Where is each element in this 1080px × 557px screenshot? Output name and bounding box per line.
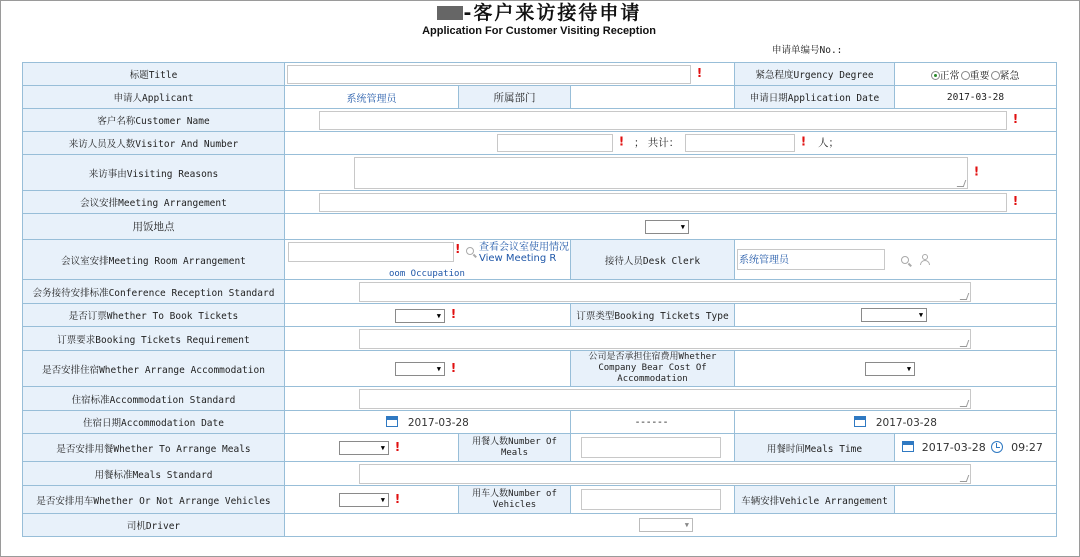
book-tickets-select[interactable]: ▼ bbox=[395, 309, 445, 323]
vehicle-num-label: 用车人数Number of Vehicles bbox=[459, 486, 571, 514]
accom-label: 是否安排住宿Whether Arrange Accommodation bbox=[23, 351, 285, 387]
accom-std-textarea[interactable] bbox=[359, 389, 971, 409]
required-icon: ! bbox=[618, 134, 625, 149]
title-label: 标题Title bbox=[23, 63, 285, 86]
meals-time-date[interactable]: 2017-03-28 bbox=[921, 441, 986, 454]
desk-clerk-label: 接待人员Desk Clerk bbox=[571, 240, 735, 280]
meeting-room-cell bbox=[285, 240, 571, 280]
meals-std-label: 用餐标准Meals Standard bbox=[23, 462, 285, 486]
view-meeting-room-link[interactable]: 查看会议室使用情况View Meeting R bbox=[479, 241, 569, 264]
accom-cost-select[interactable]: ▼ bbox=[865, 362, 915, 376]
row-meeting bbox=[23, 191, 1057, 214]
accom-date-sep-cell bbox=[571, 411, 735, 434]
visitor-names-input[interactable] bbox=[497, 134, 613, 152]
page-title bbox=[0, 1, 1078, 25]
dining-location-select[interactable]: ▼ bbox=[645, 220, 689, 234]
meeting-room-input[interactable] bbox=[288, 242, 454, 262]
calendar-icon[interactable] bbox=[902, 441, 914, 452]
vehicle-arr-label: 车辆安排Vehicle Arrangement bbox=[735, 486, 895, 514]
accom-cell bbox=[285, 351, 571, 387]
accom-select[interactable]: ▼ bbox=[395, 362, 445, 376]
search-icon[interactable] bbox=[901, 256, 909, 264]
urgency-option-normal: 正常 bbox=[939, 70, 960, 82]
vehicle-num-input[interactable] bbox=[581, 489, 721, 510]
row-conf-std bbox=[23, 280, 1057, 304]
meals-select[interactable]: ▼ bbox=[339, 441, 389, 455]
conf-std-label: 会务接待安排标准Conference Reception Standard bbox=[23, 280, 285, 304]
driver-select[interactable]: ▼ bbox=[639, 518, 693, 532]
vehicle-arr-cell[interactable] bbox=[895, 486, 1057, 514]
person-unit: 人； bbox=[817, 136, 839, 149]
title-cell bbox=[285, 63, 735, 86]
row-visitor bbox=[23, 132, 1057, 155]
apply-date-label: 申请日期Application Date bbox=[735, 86, 895, 109]
visitor-cell bbox=[285, 132, 1057, 155]
accom-date-to: 2017-03-28 bbox=[875, 416, 937, 429]
meeting-room-label: 会议室安排Meeting Room Arrangement bbox=[23, 240, 285, 280]
view-meeting-room-link-cont[interactable]: oom Occupation bbox=[389, 268, 465, 279]
vehicle-num-cell bbox=[571, 486, 735, 514]
meals-label: 是否安排用餐Whether To Arrange Meals bbox=[23, 434, 285, 462]
required-icon: ! bbox=[450, 360, 457, 375]
row-accom-std bbox=[23, 387, 1057, 411]
row-applicant bbox=[23, 86, 1057, 109]
dept-label: 所属部门 bbox=[459, 86, 571, 109]
row-visit-reason bbox=[23, 155, 1057, 191]
accom-std-cell bbox=[285, 387, 1057, 411]
required-icon: ! bbox=[394, 439, 401, 454]
urgency-radio-urgent[interactable] bbox=[991, 71, 1000, 80]
visit-reason-cell bbox=[285, 155, 1057, 191]
row-book-tickets bbox=[23, 304, 1057, 327]
page-title-text: -客户来访接待申请 bbox=[463, 2, 642, 24]
dept-value bbox=[571, 86, 735, 109]
meals-num-cell bbox=[571, 434, 735, 462]
required-icon: ! bbox=[696, 65, 703, 80]
row-driver bbox=[23, 514, 1057, 537]
book-tickets-label: 是否订票Whether To Book Tickets bbox=[23, 304, 285, 327]
doc-number-label: 申请单编号No.: bbox=[772, 45, 843, 56]
clock-icon[interactable] bbox=[991, 441, 1003, 453]
urgency-label: 紧急程度Urgency Degree bbox=[735, 63, 895, 86]
row-accom-date bbox=[23, 411, 1057, 434]
visit-reason-textarea[interactable] bbox=[354, 157, 968, 189]
required-icon: ! bbox=[800, 134, 807, 149]
driver-cell bbox=[285, 514, 1057, 537]
urgency-cell bbox=[895, 63, 1057, 86]
meals-time-label: 用餐时间Meals Time bbox=[735, 434, 895, 462]
vehicles-select[interactable]: ▼ bbox=[339, 493, 389, 507]
applicant-cell bbox=[285, 86, 459, 109]
company-logo bbox=[437, 6, 463, 20]
applicant-label: 申请人Applicant bbox=[23, 86, 285, 109]
ticket-req-textarea[interactable] bbox=[359, 329, 971, 349]
apply-date-value: 2017-03-28 bbox=[895, 86, 1057, 109]
meals-time-clock[interactable]: 09:27 bbox=[1011, 441, 1043, 454]
meals-num-input[interactable] bbox=[581, 437, 721, 458]
page-subtitle: Application For Customer Visiting Reception bbox=[422, 25, 656, 37]
urgency-radio-important[interactable] bbox=[961, 71, 970, 80]
driver-label: 司机Driver bbox=[23, 514, 285, 537]
dining-label: 用饭地点 bbox=[23, 214, 285, 240]
meals-num-label: 用餐人数Number Of Meals bbox=[459, 434, 571, 462]
required-icon: ! bbox=[450, 307, 457, 322]
ticket-type-cell bbox=[735, 304, 1057, 327]
ticket-type-label: 订票类型Booking Tickets Type bbox=[571, 304, 735, 327]
customer-cell bbox=[285, 109, 1057, 132]
visit-reason-label: 来访事由Visiting Reasons bbox=[23, 155, 285, 191]
row-meals bbox=[23, 434, 1057, 462]
accom-date-label: 住宿日期Accommodation Date bbox=[23, 411, 285, 434]
meals-std-cell bbox=[285, 462, 1057, 486]
user-icon[interactable] bbox=[920, 254, 930, 265]
row-meals-std bbox=[23, 462, 1057, 486]
meeting-cell bbox=[285, 191, 1057, 214]
conf-std-textarea[interactable] bbox=[359, 282, 971, 302]
applicant-value[interactable]: 系统管理员 bbox=[346, 93, 397, 105]
urgency-option-urgent: 紧急 bbox=[999, 70, 1020, 82]
required-icon: ! bbox=[1012, 193, 1019, 208]
vehicles-label: 是否安排用车Whether Or Not Arrange Vehicles bbox=[23, 486, 285, 514]
row-customer bbox=[23, 109, 1057, 132]
visitor-count-input[interactable] bbox=[685, 134, 795, 152]
accom-cost-cell bbox=[735, 351, 1057, 387]
required-icon: ! bbox=[973, 164, 980, 178]
ticket-type-select[interactable]: ▼ bbox=[861, 308, 927, 322]
accom-date-from-cell[interactable] bbox=[285, 411, 571, 434]
urgency-radio-normal[interactable] bbox=[931, 71, 940, 80]
form-header bbox=[0, 0, 1078, 38]
customer-name-input[interactable] bbox=[319, 111, 1007, 130]
meeting-label: 会议安排Meeting Arrangement bbox=[23, 191, 285, 214]
calendar-icon[interactable] bbox=[386, 416, 398, 427]
row-dining bbox=[23, 214, 1057, 240]
book-tickets-cell bbox=[285, 304, 571, 327]
total-label: ； 共计： bbox=[633, 136, 680, 149]
conf-std-cell bbox=[285, 280, 1057, 304]
date-separator: ------ bbox=[635, 416, 670, 428]
dining-cell bbox=[285, 214, 1057, 240]
ticket-req-cell bbox=[285, 327, 1057, 351]
vehicles-cell bbox=[285, 486, 459, 514]
meals-cell bbox=[285, 434, 459, 462]
row-vehicles bbox=[23, 486, 1057, 514]
required-icon: ! bbox=[455, 241, 461, 256]
accom-date-to-cell[interactable] bbox=[735, 411, 1057, 434]
required-icon: ! bbox=[1012, 111, 1019, 126]
urgency-option-important: 重要 bbox=[969, 70, 990, 82]
row-accom bbox=[23, 351, 1057, 387]
row-ticket-req bbox=[23, 327, 1057, 351]
row-meeting-room bbox=[23, 240, 1057, 280]
desk-clerk-cell bbox=[735, 240, 1057, 280]
desk-clerk-value: 系统管理员 bbox=[739, 255, 790, 266]
meals-std-textarea[interactable] bbox=[359, 464, 971, 484]
ticket-req-label: 订票要求Booking Tickets Requirement bbox=[23, 327, 285, 351]
meeting-arrangement-input[interactable] bbox=[319, 193, 1007, 212]
desk-clerk-input[interactable] bbox=[737, 249, 885, 270]
application-form-table bbox=[22, 62, 1057, 537]
customer-label: 客户名称Customer Name bbox=[23, 109, 285, 132]
accom-date-from: 2017-03-28 bbox=[407, 416, 469, 429]
accom-cost-label: 公司是否承担住宿费用Whether Company Bear Cost Of Accommodation bbox=[571, 351, 735, 387]
calendar-icon[interactable] bbox=[854, 416, 866, 427]
required-icon: ! bbox=[394, 491, 401, 506]
visitor-label: 来访人员及人数Visitor And Number bbox=[23, 132, 285, 155]
search-icon[interactable] bbox=[466, 247, 474, 255]
accom-std-label: 住宿标准Accommodation Standard bbox=[23, 387, 285, 411]
title-input[interactable] bbox=[287, 65, 691, 84]
row-title bbox=[23, 63, 1057, 86]
meals-time-cell bbox=[895, 434, 1057, 462]
